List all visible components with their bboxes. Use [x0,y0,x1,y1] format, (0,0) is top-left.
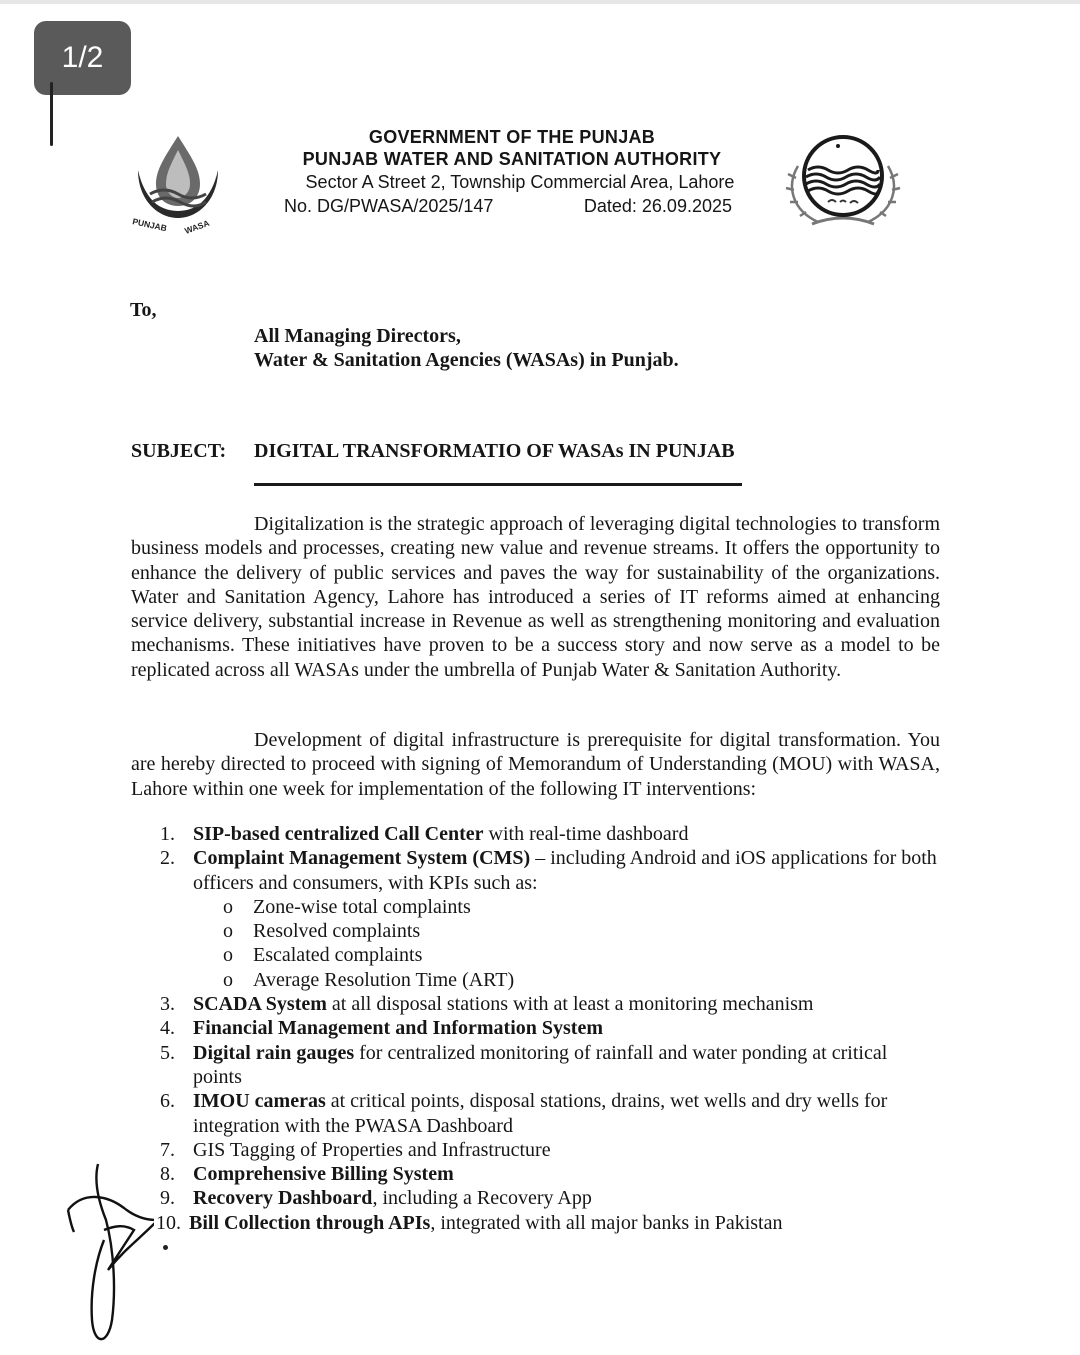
paragraph-2-text: Development of digital infrastructure is prerequisite for digital transformation. You are hereby directed to proceed with signing of Memorandum of Understanding (MOU) with WASA, Lahore within one week for implementation of the following IT interventions: [131,729,940,800]
circle-bullet-icon: o [223,944,233,967]
page-counter-text: 1/2 [61,41,104,74]
viewer-top-border [0,0,1080,4]
subject-line [131,440,735,463]
kpi-sub-item: o Zone-wise total complaints [223,895,471,918]
kpi-sub-item: o Average Resolution Time (ART) [223,968,515,991]
letterhead-address: Sector A Street 2, Township Commercial Area, Lahore [305,172,735,192]
list-item: 8. Comprehensive Billing System [160,1163,454,1186]
handwritten-signature-icon [64,1160,154,1350]
letter-date: Dated: 26.09.2025 [583,196,732,216]
list-item: 9. Recovery Dashboard, including a Recovery App [160,1187,592,1210]
subject-label: SUBJECT: [131,440,227,462]
kpi-sub-item: o Resolved complaints [223,920,421,943]
letterhead [262,126,762,217]
to-label: To, [130,299,157,321]
body-paragraph-2 [131,728,940,801]
letterhead-government: GOVERNMENT OF THE PUNJAB [368,127,656,147]
kpi-sub-item: o Escalated complaints [223,944,423,967]
recipient-line-1: All Managing Directors, [254,325,461,347]
list-item: 10. Bill Collection through APIs, integrated with all major banks in Pakistan [156,1211,783,1234]
svg-text:PUNJAB: PUNJAB [131,216,168,234]
circle-bullet-icon: o [223,968,233,991]
body-paragraph-1 [131,512,940,682]
scan-edge-mark [50,82,53,146]
circle-bullet-icon: o [223,895,233,918]
punjab-wasa-logo-icon [128,128,228,238]
stray-dot-mark [163,1245,168,1250]
letterhead-ref-row [262,195,762,217]
list-item: 3. SCADA System at all disposal stations with at least a monitoring mechanism [160,993,814,1016]
list-item: 2. Complaint Management System (CMS) – including Android and iOS applications for both officers and consumers, with KPIs such as: [160,847,937,894]
recipient-block [254,324,679,372]
it-interventions-list [156,822,940,1235]
subject-underline [254,483,742,486]
recipient-line-2: Water & Sanitation Agencies (WASAs) in Punjab. [254,349,679,371]
list-item: 4. Financial Management and Information System [160,1017,603,1040]
svg-text:WASA: WASA [183,217,211,236]
list-item: 5. Digital rain gauges for centralized monitoring of rainfall and water ponding at critical points [160,1041,888,1088]
list-item: 7. GIS Tagging of Properties and Infrastructure [160,1138,551,1161]
paragraph-1-text: Digitalization is the strategic approach of leveraging digital technologies to transform business models and processes, creating new value and revenue streams. It offers the opportunity to enhance the delivery of public services and paves the way for sustainability of the organizations. Water and Sanitation Agency, Lahore has introduced a series of IT reforms aimed at enhancing service delivery, substantial increase in Revenue as well as strengthening monitoring and evaluation mechanisms. These initiatives have proven to be a success story and now serve as a model to be replicated across all WASAs under the umbrella of Punjab Water & Sanitation Authority. [131,513,940,681]
letterhead-authority: PUNJAB WATER AND SANITATION AUTHORITY [302,149,722,169]
circle-bullet-icon: o [223,920,233,943]
subject-text: DIGITAL TRANSFORMATIO OF WASAs IN PUNJAB [254,440,735,462]
page-counter-badge [34,21,131,95]
reference-number: No. DG/PWASA/2025/147 [284,196,494,216]
list-item: 1. SIP-based centralized Call Center with real-time dashboard [160,823,689,845]
government-of-punjab-emblem-icon [778,126,908,230]
list-item: 6. IMOU cameras at critical points, disposal stations, drains, wet wells and dry wells for integration with the PWASA Dashboard [160,1090,888,1137]
